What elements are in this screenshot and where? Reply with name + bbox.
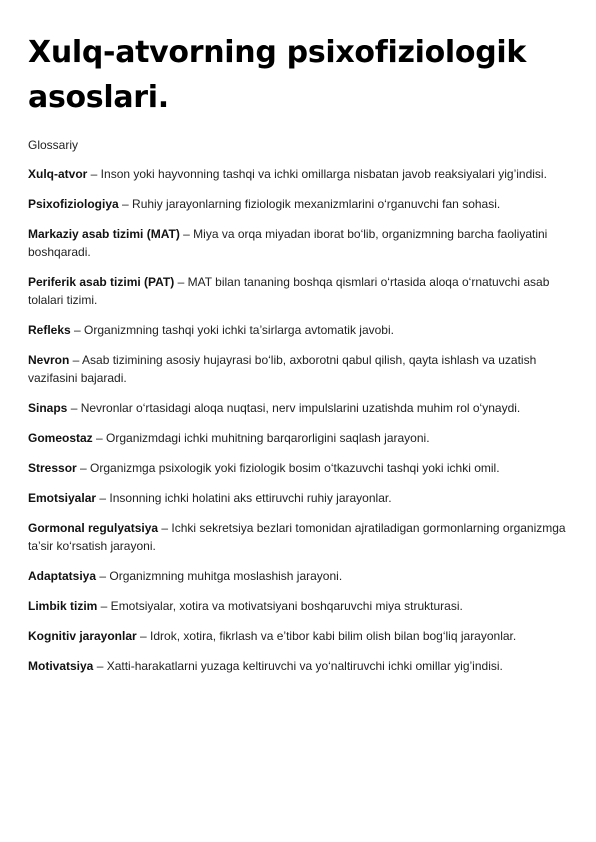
- glossary-list: [28, 165, 568, 675]
- glossary-definition: – Organizmga psixologik yoki fiziologik bosim o‘tkazuvchi tashqi yoki ichki omil.: [76, 461, 500, 475]
- glossary-term: Xulq-atvor: [28, 167, 88, 181]
- page-title: Xulq-atvorning psixofiziologik asoslari.: [28, 35, 527, 115]
- glossary-term: Motivatsiya: [28, 659, 94, 673]
- glossary-term: Refleks: [28, 323, 71, 337]
- glossary-definition: – Inson yoki hayvonning tashqi va ichki omillarga nisbatan javob reaksiyalari yig’indisi.: [87, 167, 547, 181]
- glossary-term: Adaptatsiya: [28, 569, 97, 583]
- glossary-definition: – Idrok, xotira, fikrlash va e’tibor kabi bilim olish bilan bog‘liq jarayonlar.: [136, 629, 517, 643]
- glossary-definition: – Organizmning muhitga moslashish jarayoni.: [96, 569, 343, 583]
- glossary-term: Periferik asab tizimi (PAT): [28, 275, 175, 289]
- glossary-term: Limbik tizim: [28, 599, 98, 613]
- glossary-term: Nevron: [28, 353, 70, 367]
- section-subtitle: Glossariy: [28, 138, 79, 152]
- glossary-entry: [28, 567, 568, 585]
- glossary-entry: [28, 597, 568, 615]
- glossary-definition: – Emotsiyalar, xotira va motivatsiyani boshqaruvchi miya strukturasi.: [97, 599, 463, 613]
- glossary-definition: – Xatti-harakatlarni yuzaga keltiruvchi va yo‘naltiruvchi ichki omillar yig’indisi.: [93, 659, 503, 673]
- glossary-term: Stressor: [28, 461, 77, 475]
- glossary-term: Markaziy asab tizimi (MAT): [28, 227, 180, 241]
- glossary-definition: – Asab tizimining asosiy hujayrasi bo‘lib, axborotni qabul qilish, qayta ishlash va uzatish vazifasini bajaradi.: [28, 353, 537, 385]
- glossary-definition: – Miya va orqa miyadan iborat bo‘lib, organizmning barcha faoliyatini boshqaradi.: [28, 227, 548, 259]
- glossary-entry: [28, 429, 568, 447]
- glossary-entry: [28, 519, 568, 555]
- glossary-entry: [28, 273, 568, 309]
- glossary-definition: – Nevronlar o‘rtasidagi aloqa nuqtasi, nerv impulslarini uzatishda muhim rol o‘ynaydi.: [67, 401, 521, 415]
- glossary-term: Kognitiv jarayonlar: [28, 629, 137, 643]
- glossary-term: Psixofiziologiya: [28, 197, 119, 211]
- glossary-entry: [28, 225, 568, 261]
- glossary-term: Emotsiyalar: [28, 491, 97, 505]
- glossary-entry: [28, 195, 568, 213]
- glossary-entry: [28, 627, 568, 645]
- glossary-entry: [28, 489, 568, 507]
- glossary-entry: [28, 459, 568, 477]
- glossary-definition: – Insonning ichki holatini aks ettiruvchi ruhiy jarayonlar.: [96, 491, 392, 505]
- glossary-definition: – Organizmning tashqi yoki ichki ta’sirlarga avtomatik javobi.: [70, 323, 394, 337]
- glossary-term: Gormonal regulyatsiya: [28, 521, 159, 535]
- document-page: [28, 30, 568, 687]
- glossary-definition: – Ichki sekretsiya bezlari tomonidan ajratiladigan gormonlarning organizmga ta’sir ko‘rsatish jarayoni.: [28, 521, 566, 553]
- glossary-definition: – Ruhiy jarayonlarning fiziologik mexanizmlarini o‘rganuvchi fan sohasi.: [118, 197, 501, 211]
- glossary-entry: [28, 351, 568, 387]
- glossary-term: Gomeostaz: [28, 431, 93, 445]
- glossary-term: Sinaps: [28, 401, 68, 415]
- glossary-entry: [28, 165, 568, 183]
- glossary-entry: [28, 657, 568, 675]
- glossary-definition: – MAT bilan tananing boshqa qismlari o‘rtasida aloqa o‘rnatuvchi asab tolalari tizimi.: [28, 275, 550, 307]
- glossary-entry: [28, 321, 568, 339]
- glossary-definition: – Organizmdagi ichki muhitning barqarorligini saqlash jarayoni.: [92, 431, 430, 445]
- glossary-entry: [28, 399, 568, 417]
